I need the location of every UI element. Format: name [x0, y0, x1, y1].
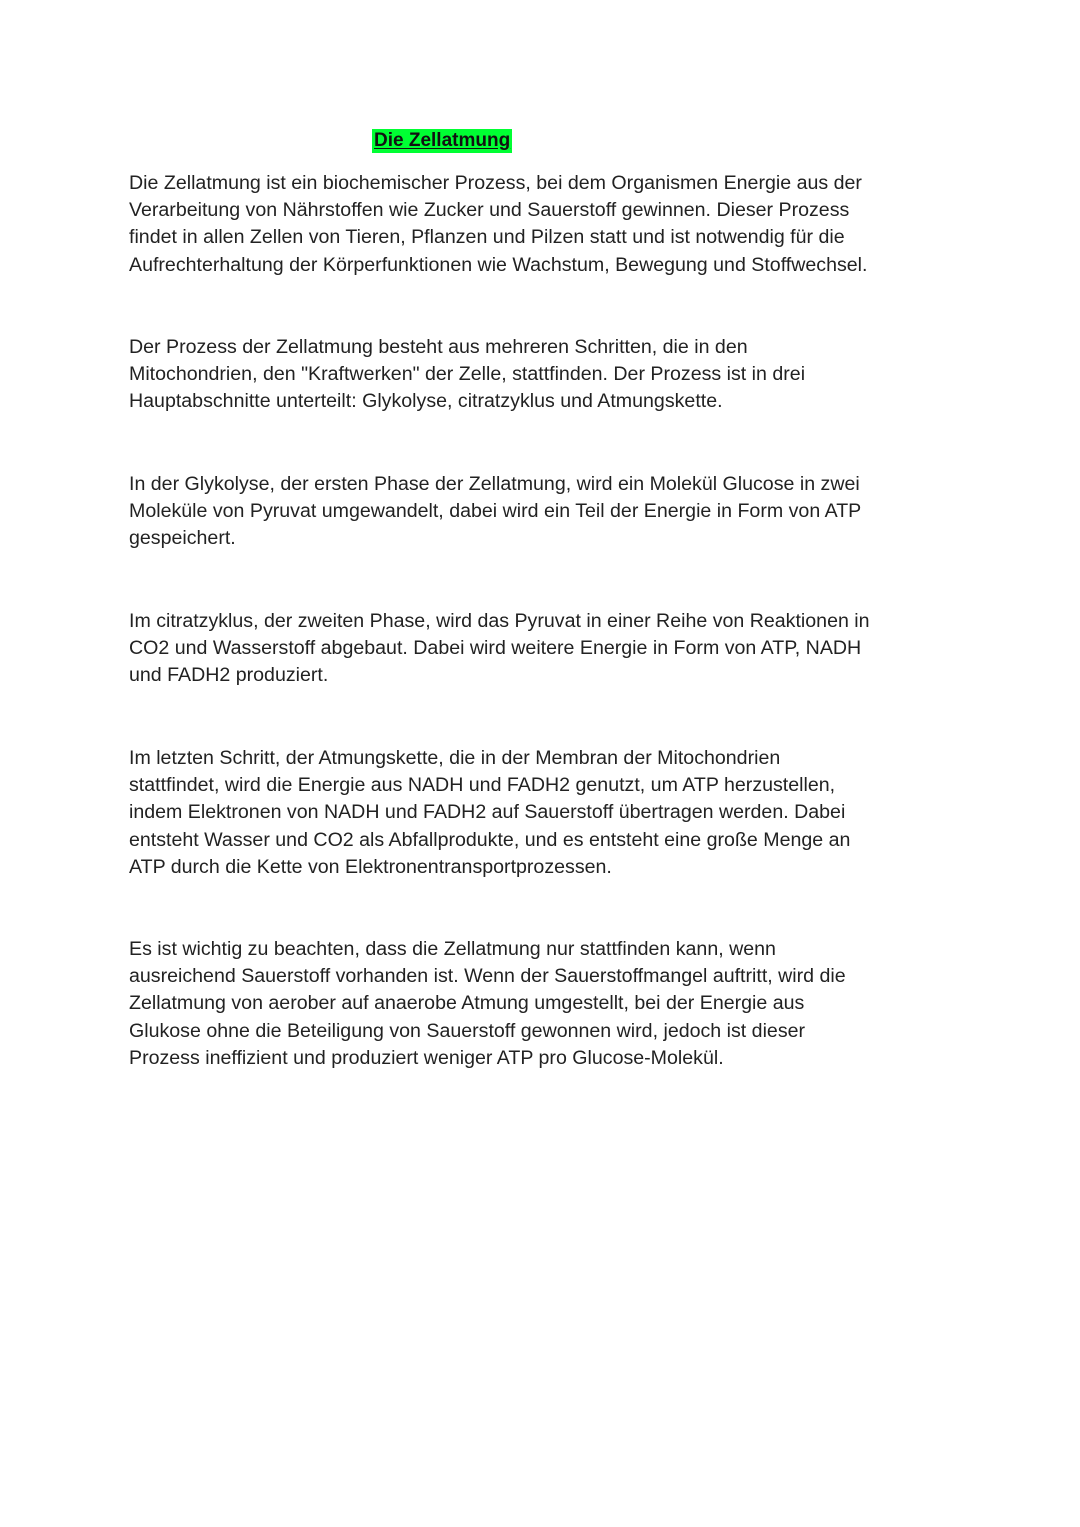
paragraph-line: stattfindet, wird die Energie aus NADH und FADH2 genutzt, um ATP herzustellen, [129, 774, 836, 797]
paragraph-intro [129, 170, 969, 279]
paragraph-line: Im citratzyklus, der zweiten Phase, wird das Pyruvat in einer Reihe von Reaktionen in [129, 610, 870, 632]
paragraph-process [129, 334, 969, 416]
paragraph-line: In der Glykolyse, der ersten Phase der Zellatmung, wird ein Molekül Glucose in zwei [129, 473, 860, 495]
paragraph-line: Zellatmung von aerober auf anaerobe Atmung umgestellt, bei der Energie aus [129, 992, 805, 1015]
paragraph-line: entsteht Wasser und CO2 als Abfallprodukte, und es entsteht eine große Menge an [129, 828, 851, 851]
paragraph-atmungskette [129, 745, 969, 881]
paragraph-line: ausreichend Sauerstoff vorhanden ist. Wenn der Sauerstoffmangel auftritt, wird die [129, 965, 846, 988]
paragraph-line: findet in allen Zellen von Tieren, Pflanzen und Pilzen statt und ist notwendig für die [129, 226, 845, 249]
paragraph-line: Prozess ineffizient und produziert weniger ATP pro Glucose-Molekül. [129, 1046, 724, 1069]
paragraph-line: Im letzten Schritt, der Atmungskette, die in der Membran der Mitochondrien [129, 747, 781, 769]
paragraph-line: CO2 und Wasserstoff abgebaut. Dabei wird weitere Energie in Form von ATP, NADH [129, 637, 862, 660]
paragraph-line: Aufrechterhaltung der Körperfunktionen wie Wachstum, Bewegung und Stoffwechsel. [129, 253, 868, 276]
paragraph-line: Glukose ohne die Beteiligung von Sauerstoff gewonnen wird, jedoch ist dieser [129, 1019, 806, 1042]
paragraph-line: Hauptabschnitte unterteilt: Glykolyse, citratzyklus und Atmungskette. [129, 390, 723, 413]
paragraph-line: gespeichert. [129, 527, 236, 550]
paragraph-line: und FADH2 produziert. [129, 664, 329, 687]
title-wrapper [372, 129, 512, 153]
paragraph-line: Es ist wichtig zu beachten, dass die Zellatmung nur stattfinden kann, wenn [129, 938, 776, 960]
paragraph-glykolyse [129, 471, 969, 553]
paragraph-line: Mitochondrien, den "Kraftwerken" der Zelle, stattfinden. Der Prozess ist in drei [129, 363, 806, 386]
paragraph-conclusion [129, 936, 969, 1072]
paragraph-line: Verarbeitung von Nährstoffen wie Zucker und Sauerstoff gewinnen. Dieser Prozess [129, 199, 850, 222]
paragraph-line: ATP durch die Kette von Elektronentransportprozessen. [129, 855, 612, 878]
paragraph-line: indem Elektronen von NADH und FADH2 auf Sauerstoff übertragen werden. Dabei [129, 801, 846, 824]
paragraph-line: Die Zellatmung ist ein biochemischer Prozess, bei dem Organismen Energie aus der [129, 172, 862, 194]
paragraph-line: Der Prozess der Zellatmung besteht aus mehreren Schritten, die in den [129, 336, 748, 358]
paragraph-citratzyklus [129, 608, 969, 690]
document-title: Die Zellatmung [374, 130, 511, 151]
paragraph-line: Moleküle von Pyruvat umgewandelt, dabei wird ein Teil der Energie in Form von ATP [129, 500, 862, 523]
